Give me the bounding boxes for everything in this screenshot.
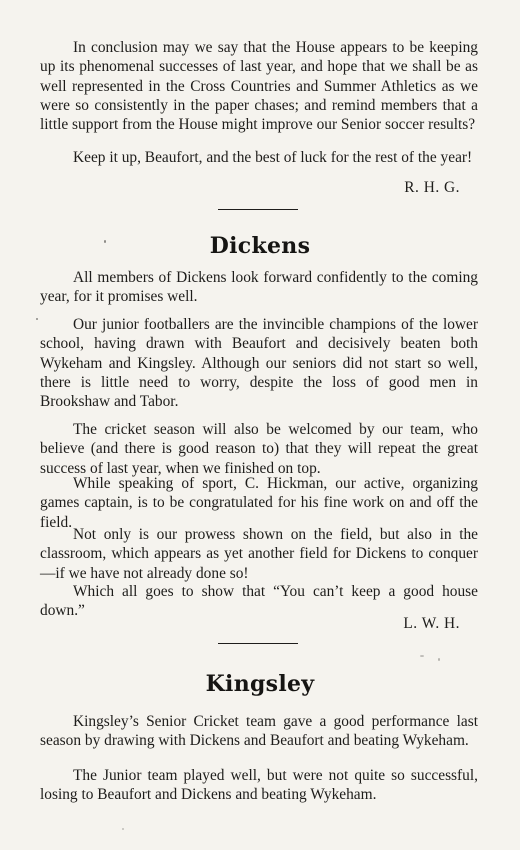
paragraph-text: Which all goes to show that “You can’t keep a good house down.”: [40, 583, 478, 620]
beaufort-paragraph-2: [40, 148, 478, 167]
dickens-paragraph-5: [40, 525, 478, 583]
section-divider: [218, 643, 298, 644]
section-divider: [218, 209, 298, 210]
section-heading-dickens: Dickens: [209, 233, 311, 259]
paragraph-text: The cricket season will also be welcomed by our team, who believe (and there is good reason to) that they will repeat the great success of last year, when we finished on top.: [40, 421, 478, 477]
paragraph-text: Not only is our prowess shown on the field, but also in the classroom, which appears as yet another field for Dickens to conquer—if we have not already done so!: [40, 526, 478, 582]
paper-speck: [438, 658, 440, 661]
dickens-paragraph-1: [40, 268, 478, 307]
paragraph-text: Our junior footballers are the invincible champions of the lower school, having drawn with Beaufort and decisively beaten both Wykeham and Kingsley. Although our seniors did not start so well, there is little need to worry, despite the loss of good men in Brookshaw and Tabor.: [40, 316, 478, 411]
beaufort-paragraph-1: [40, 38, 478, 134]
paragraph-text: The Junior team played well, but were not quite so successful, losing to Beaufort and Dickens and beating Wykeham.: [40, 767, 478, 804]
paper-speck: [420, 655, 424, 657]
section-heading-kingsley: Kingsley: [205, 671, 315, 697]
paragraph-text: In conclusion may we say that the House appears to be keeping up its phenomenal successes of last year, and hope that we shall be as well represented in the Cross Countries and Summer Athletics as we were so consistently in the paper chases; and remind members that a little support from the House might improve our Senior soccer results?: [40, 39, 478, 134]
kingsley-paragraph-1: [40, 712, 478, 751]
dickens-paragraph-4: [40, 474, 478, 532]
signature: L. W. H.: [403, 615, 460, 632]
signature: R. H. G.: [404, 179, 460, 196]
paragraph-text: All members of Dickens look forward confidently to the coming year, for it promises well.: [40, 269, 478, 306]
paper-speck: [104, 240, 106, 243]
kingsley-paragraph-2: [40, 766, 478, 805]
paragraph-text: Kingsley’s Senior Cricket team gave a good performance last season by drawing with Dickens and Beaufort and beating Wykeham.: [40, 713, 478, 750]
dickens-paragraph-3: [40, 420, 478, 478]
paragraph-text: While speaking of sport, C. Hickman, our active, organizing games captain, is to be congratulated for his fine work on and off the field.: [40, 475, 478, 531]
paper-speck: [36, 318, 38, 320]
dickens-paragraph-2: [40, 315, 478, 411]
paper-speck: [122, 828, 124, 830]
paragraph-text: Keep it up, Beaufort, and the best of luck for the rest of the year!: [73, 149, 473, 166]
